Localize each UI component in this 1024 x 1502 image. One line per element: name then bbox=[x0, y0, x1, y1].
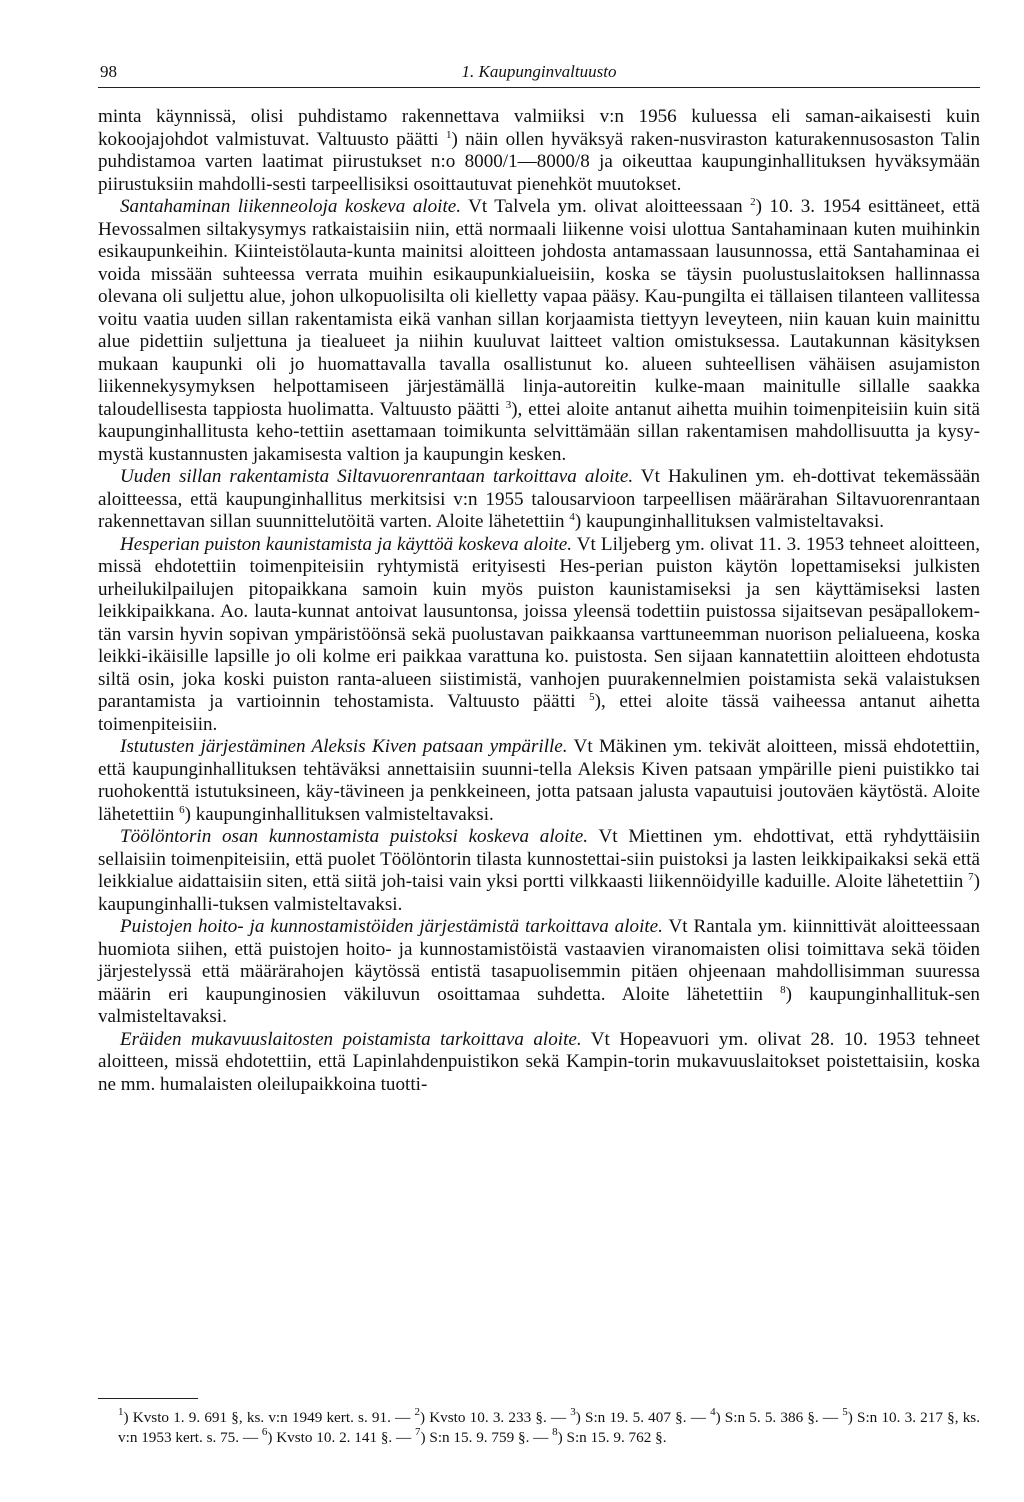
paragraph: Töölöntorin osan kunnostamista puistoksi koskeva aloite. Vt Miettinen ym. ehdottivat, että ryhdyttäisiin sellaisiin toimenpiteisiin, että puolet Töölöntorin tilasta kunnostettai-siin puistoksi ja lasten leikkipaikaksi sekä että leikkialue aidattaisiin siten, että siitä joh-taisi vain yksi portti vilkkaasti liikennöidyille kaduille. Aloite lähetettiin $^7$) kaupunginhalli-tuksen valmisteltavaksi. bbox=[98, 826, 981, 915]
footnotes bbox=[118, 1408, 980, 1448]
footnote-number: 8 bbox=[552, 1426, 558, 1438]
paragraph: Santahaminan liikenneoloja koskeva aloite. Vt Talvela ym. olivat aloitteessaan $^2$) 10. 3. 1954 esittäneet, että Hevossalmen siltakysymys ratkaistaisiin niin, että normaali liikenne voisi ulottua Santahaminaan kuten muihinkin esikaupunkeihin. Kiinteistölauta-kunta mainitsi aloitteen johdosta antamassaan lausunnossa, että Santahaminaa ei voida missään suhteessa verrata muihin esikaupunkialueisiin, koska se täysin puolustuslaitoksen hallinnassa olevana oli suljettu alue, johon ulkopuolisilta oli kielletty vapaa pääsy. Kau-pungilta ei tällaisen tilanteen vallitessa voitu vaatia uuden sillan rakentamista eikä vanhan sillan korjaamista tiettyyn leveyteen, niin kauan kuin mainittu alue pidettiin suljettuna ja tiealueet ja niihin kuuluvat laitteet valtion omistuksessa. Lautakunnan käsityksen mukaan kaupunki oli jo huomattavalla tavalla osallistunut ko. alueen suhteellisen vähäisen asujamiston liikennekysymyksen helpottamiseen järjestämällä linja-autoreitin kulke-maan mainitulle sillalle saakka taloudellisesta tappiosta huolimatta. Valtuusto päätti $^3$), ettei aloite antanut aihetta muihin toimenpiteisiin kuin sitä kaupunginhallitusta keho-tettiin asettamaan toimikunta selvittämään sillan rakentamisen mahdollisuutta ja kysy-mystä kustannusten jakamisesta valtion ja kaupungin kesken. bbox=[98, 196, 981, 465]
footnote-ref: 2 bbox=[750, 196, 756, 208]
footnote-text: ) S:n 19. 5. 407 §. — bbox=[575, 1409, 711, 1426]
section-title: Hesperian puiston kaunistamista ja käyttöä koskeva aloite. bbox=[120, 533, 573, 555]
paragraph: Uuden sillan rakentamista Siltavuorenrantaan tarkoittava aloite. Vt Hakulinen ym. eh-dottivat tekemässään aloitteessa, että kaupunginhallitus merkitsisi v:n 1955 talousarvioon tarpeellisen määrärahan Siltavuorenrantaan rakennettavan sillan suunnittelutöitä varten. Aloite lähetettiin $^4$) kaupunginhallituksen valmisteltavaksi. bbox=[98, 466, 980, 532]
footnote-ref: 4 bbox=[569, 511, 575, 523]
footnote-rule bbox=[98, 1398, 198, 1399]
footnote-number: 7 bbox=[415, 1426, 421, 1438]
footnote-ref: 1 bbox=[446, 128, 452, 141]
footnote-text: ) S:n 5. 5. 386 §. — bbox=[715, 1409, 843, 1426]
running-title: 1. Kaupunginvaltuusto bbox=[461, 62, 617, 81]
footnote-number: 5 bbox=[842, 1406, 848, 1418]
footnote-number: 2 bbox=[414, 1406, 420, 1418]
footnote-text: ) S:n 15. 9. 762 §. bbox=[557, 1429, 667, 1446]
paragraph: minta käynnissä, olisi puhdistamo rakennettava valmiiksi v:n 1956 kuluessa eli saman-aikaisesti kuin kokoojajohdot valmistuvat. Valtuusto päätti $^1$) näin ollen hyväksyä raken-nusviraston katurakennusosaston Talin puhdistamoa varten laatimat piirustukset n:o 8000/1—8000/8 ja oikeuttaa kaupunginhallituksen hyväksymään piirustuksiin mahdolli-sesti tarpeellisiksi osoittautuvat pienehköt muutokset. bbox=[98, 106, 980, 195]
section-title: Eräiden mukavuuslaitosten poistamista tarkoittava aloite. bbox=[120, 1028, 582, 1050]
footnote-text: ) Kvsto 10. 2. 141 §. — bbox=[267, 1429, 416, 1446]
header-rule bbox=[98, 87, 980, 88]
footnote-number: 6 bbox=[261, 1426, 268, 1438]
footnote-ref: 7 bbox=[968, 871, 974, 883]
section-title: Töölöntorin osan kunnostamista puistoksi koskeva aloite. bbox=[120, 826, 589, 847]
paragraph: Hesperian puiston kaunistamista ja käyttöä koskeva aloite. Vt Liljeberg ym. olivat 11. 3. 1953 tehneet aloitteen, missä ehdotettiin toimenpiteisiin ryhtymistä erityisesti Hes-perian puiston käytön lopettamiseksi julkisten urheilukilpailujen pitopaikkana samoin kuin myös puiston kaunistamiseksi ja sen käyttämiseksi lasten leikkipaikkana. Ao. lauta-kunnat antoivat lausuntonsa, joissa yleensä todettiin puistossa sijaitsevan pesäpallokem-tän varsin hyvin sopivan ympäristöönsä sekä puolustavan paikkaansa varttuneemman nuorison pelialueena, koska leikki-ikäisille lapsille jo oli kolme eri paikkaa varattuna ko. puistosta. Sen sijaan kannatettiin aloitteen ehdotusta siltä osin, joka koski puiston ranta-alueen siistimistä, vanhojen puurakennelmien poistamista sekä valaistuksen parantamista ja vartioinnin tehostamista. Valtuusto päätti $^5$), ettei aloite tässä vaiheessa antanut aihetta toimenpiteisiin. bbox=[98, 533, 980, 735]
footnote-ref: 5 bbox=[589, 691, 595, 703]
paragraph: Istutusten järjestäminen Aleksis Kiven patsaan ympärille. Vt Mäkinen ym. tekivät aloitteen, missä ehdotettiin, että kaupunginhallituksen tehtäväksi annettaisiin suunni-tella Aleksis Kiven patsaan ympärille pieni puistikko tai ruohokenttä istutuksineen, käy-tävineen ja penkkeineen, jotta patsaan jalusta vapautuisi joutoväen käytöstä. Aloite lähetettiin $^6$) kaupunginhallituksen valmisteltavaksi. bbox=[98, 736, 980, 825]
section-title: Istutusten järjestäminen Aleksis Kiven patsaan ympärille. bbox=[120, 736, 568, 757]
footnote-text: ) Kvsto 1. 9. 691 §, ks. v:n 1949 kert. s. 91. — bbox=[123, 1409, 415, 1426]
footnote-text: ) S:n 15. 9. 759 §. — bbox=[420, 1429, 553, 1446]
footnote-text: ) Kvsto 10. 3. 233 §. — bbox=[419, 1409, 571, 1426]
footnote-ref: 6 bbox=[179, 803, 185, 816]
paragraph: Puistojen hoito- ja kunnostamistöiden järjestämistä tarkoittava aloite. Vt Rantala ym. kiinnittivät aloitteessaan huomiota siihen, että puistojen hoito- ja kunnostamistöistä vastaavien viranomaisten olisi toimittava sekä töiden järjestelyssä että määrärahojen käytössä entistä tasapuolisemmin pitäen ohjeenaan mahdollisimman suuressa määrin eri kaupunginosien väkiluvun osoittamaa suhdetta. Aloite lähetettiin $^8$) kaupunginhallituk-sen valmisteltavaksi. bbox=[98, 916, 981, 1027]
body-text bbox=[98, 106, 980, 1096]
footnote-number: 4 bbox=[710, 1406, 716, 1418]
footnote-ref: 8 bbox=[780, 983, 786, 996]
section-title: Puistojen hoito- ja kunnostamistöiden järjestämistä tarkoittava aloite. bbox=[120, 916, 663, 937]
footnote-text: ) S:n 10. 3. 217 §, ks. v:n 1953 kert. s. 75. — bbox=[118, 1409, 981, 1446]
footnote-number: 3 bbox=[570, 1406, 576, 1418]
footnote-number: 1 bbox=[118, 1406, 124, 1418]
page-number: 98 bbox=[100, 62, 117, 81]
footnote-ref: 3 bbox=[505, 398, 512, 411]
section-title: Uuden sillan rakentamista Siltavuorenrantaan tarkoittava aloite. bbox=[120, 466, 634, 487]
running-header bbox=[98, 54, 980, 88]
paragraph: Eräiden mukavuuslaitosten poistamista tarkoittava aloite. Vt Hopeavuori ym. olivat 28. 10. 1953 tehneet aloitteen, missä ehdotettiin, että Lapinlahdenpuistikon sekä Kampin-torin mukavuuslaitokset poistettaisiin, koska ne mm. humalaisten oleilupaikkoina tuotti- bbox=[98, 1028, 980, 1095]
section-title: Santahaminan liikenneoloja koskeva aloite. bbox=[120, 196, 461, 217]
